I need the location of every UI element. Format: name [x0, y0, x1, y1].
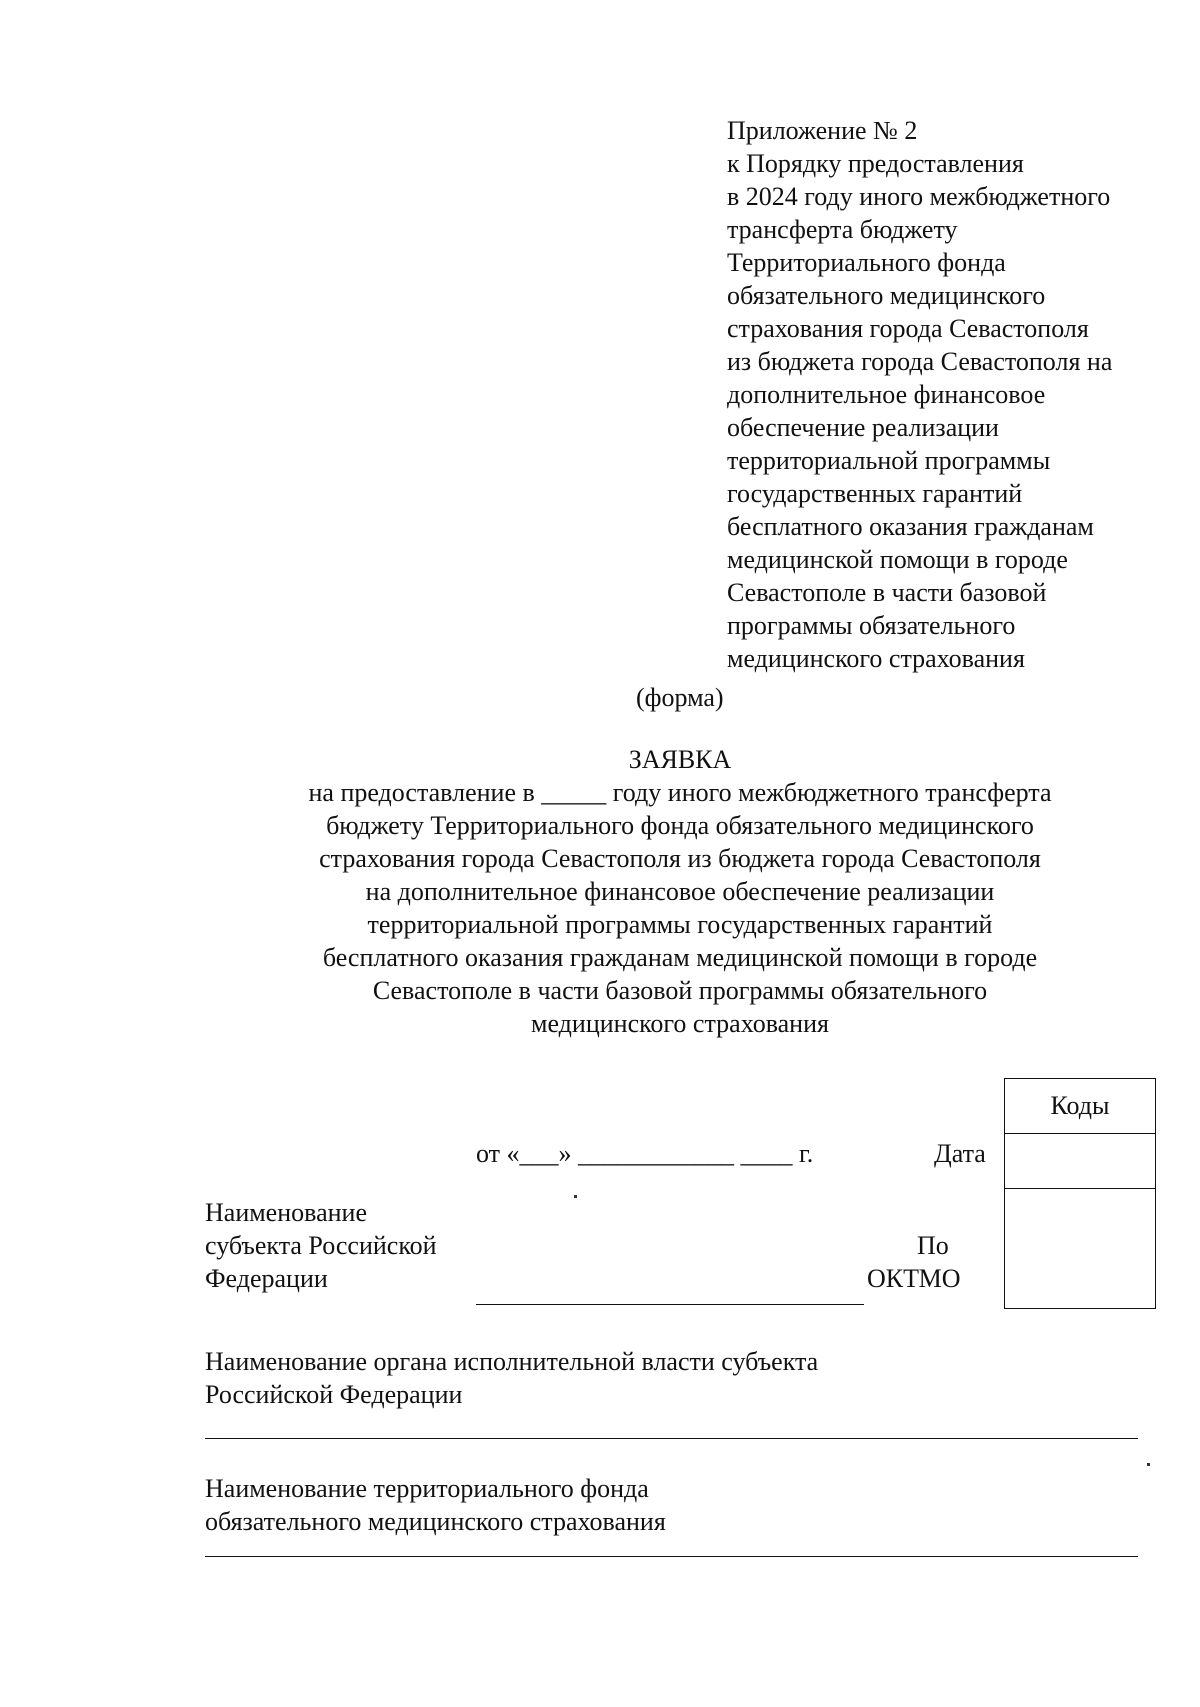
- application-title: [200, 743, 1160, 1040]
- appendix-line: обеспечение реализации: [727, 413, 999, 442]
- authority-label-line: Наименование органа исполнительной власти субъекта: [205, 1347, 819, 1376]
- appendix-line: программы обязательного: [727, 611, 1016, 640]
- fund-label-line: обязательного медицинского страхования: [205, 1507, 666, 1536]
- codes-header: Коды: [1005, 1079, 1156, 1134]
- oktmo-label-line: По: [917, 1231, 949, 1260]
- title-line: Севастополе в части базовой программы обязательного: [372, 976, 988, 1005]
- subject-label-line: Наименование: [205, 1198, 367, 1227]
- appendix-line: медицинского страхования: [727, 644, 1025, 673]
- appendix-line: медицинской помощи в городе: [727, 545, 1068, 574]
- scan-speck: [1147, 1463, 1150, 1466]
- date-label: Дата: [934, 1139, 986, 1168]
- date-line[interactable]: от «___» ____________ ____ г.: [476, 1139, 814, 1168]
- fund-label-line: Наименование территориального фонда: [205, 1474, 649, 1503]
- scan-speck: [574, 1195, 577, 1198]
- appendix-line: в 2024 году иного межбюджетного: [727, 182, 1111, 211]
- appendix-line: трансферта бюджету: [727, 215, 958, 244]
- appendix-header: [727, 114, 1187, 675]
- title-line: бюджету Территориального фонда обязательного медицинского: [326, 811, 1034, 840]
- appendix-line: территориальной программы: [727, 446, 1051, 475]
- oktmo-code-cell[interactable]: [1005, 1189, 1156, 1309]
- form-note: (форма): [636, 683, 724, 712]
- authority-label-line: Российской Федерации: [205, 1380, 463, 1409]
- title-line: на дополнительное финансовое обеспечение реализации: [365, 877, 995, 906]
- subject-label-line: Федерации: [205, 1264, 328, 1293]
- title-line: медицинского страхования: [531, 1009, 829, 1038]
- appendix-line: Приложение № 2: [727, 116, 918, 145]
- oktmo-label-line: ОКТМО: [867, 1264, 961, 1293]
- appendix-line: государственных гарантий: [727, 479, 1023, 508]
- title-line: на предоставление в _____ году иного межбюджетного трансферта: [308, 778, 1052, 807]
- appendix-line: страхования города Севастополя: [727, 314, 1089, 343]
- authority-name-line[interactable]: [205, 1438, 1138, 1439]
- subject-name-line[interactable]: [476, 1304, 864, 1305]
- appendix-line: к Порядку предоставления: [727, 149, 1024, 178]
- title-line: страхования города Севастополя из бюджета города Севастополя: [319, 844, 1041, 873]
- subject-label-line: субъекта Российской: [205, 1231, 437, 1260]
- appendix-line: дополнительное финансовое: [727, 380, 1046, 409]
- appendix-line: бесплатного оказания гражданам: [727, 512, 1094, 541]
- fund-name-line[interactable]: [205, 1556, 1138, 1557]
- appendix-line: обязательного медицинского: [727, 281, 1046, 310]
- date-code-cell[interactable]: [1005, 1134, 1156, 1189]
- appendix-line: Территориального фонда: [727, 248, 1006, 277]
- title-heading: ЗАЯВКА: [628, 745, 732, 774]
- title-line: территориальной программы государственных гарантий: [367, 910, 993, 939]
- appendix-line: из бюджета города Севастополя на: [727, 347, 1113, 376]
- title-line: бесплатного оказания гражданам медицинской помощи в городе: [322, 943, 1038, 972]
- appendix-line: Севастополе в части базовой: [727, 578, 1047, 607]
- codes-table: [1004, 1078, 1156, 1309]
